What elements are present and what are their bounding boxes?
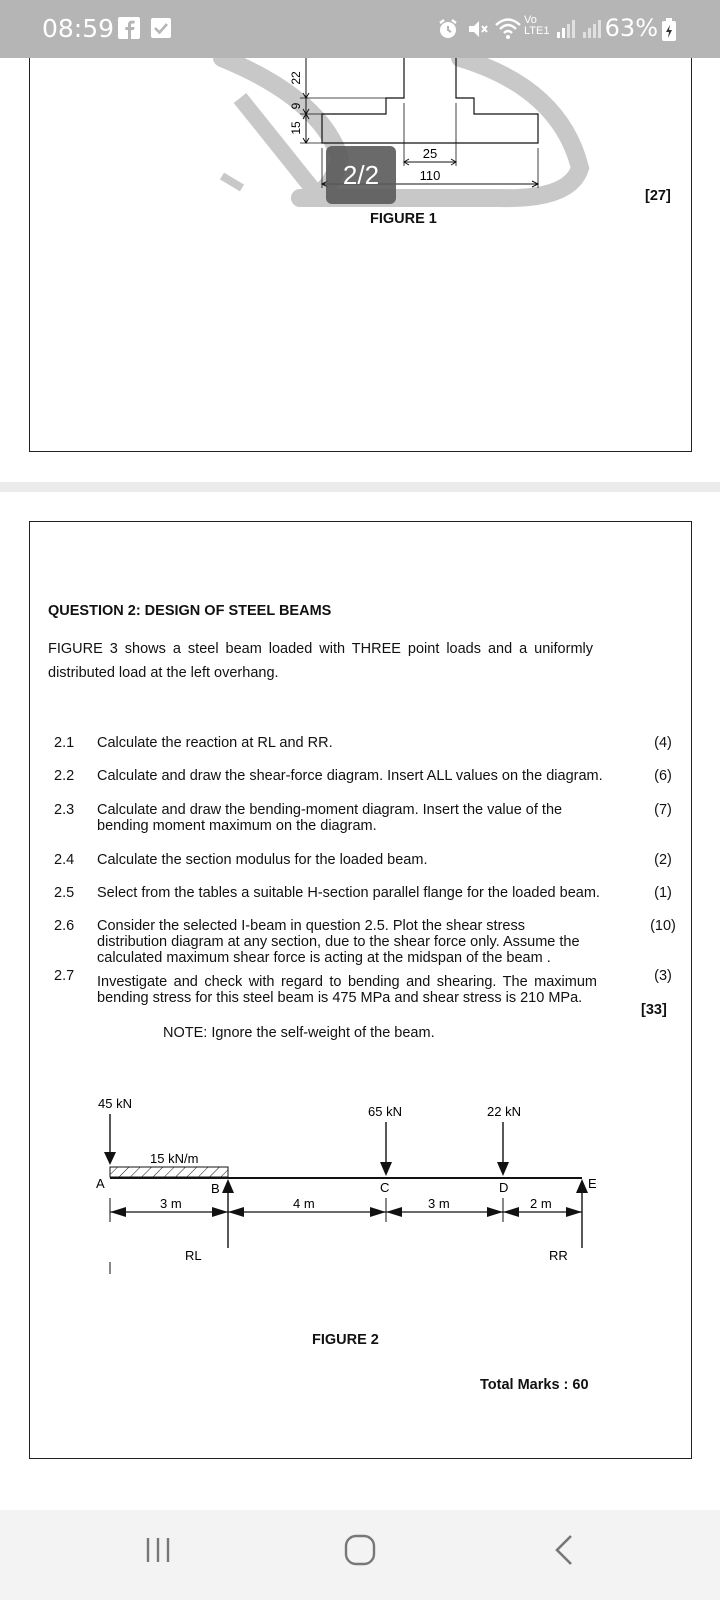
figure-2-caption: FIGURE 2	[312, 1332, 379, 1348]
question-2-intro: FIGURE 3 shows a steel beam loaded with THREE point loads and a uniformly distributed load at the left overhang.	[48, 641, 593, 681]
watermark-scribble	[222, 58, 580, 198]
load-c-label: 65 kN	[368, 1104, 402, 1119]
dim-110: 110	[419, 168, 441, 183]
battery-icon	[662, 18, 676, 47]
point-e: E	[588, 1176, 597, 1191]
checkbox-notification-icon	[150, 17, 172, 44]
dim-9: 9	[289, 102, 303, 110]
span-de: 2 m	[530, 1196, 552, 1211]
load-d-label: 22 kN	[487, 1104, 521, 1119]
dim-25: 25	[422, 146, 438, 161]
note: NOTE: Ignore the self-weight of the beam.	[163, 1025, 435, 1041]
facebook-icon	[118, 17, 140, 44]
figure-2-beam-diagram	[0, 1092, 720, 1332]
udl-label: 15 kN/m	[150, 1151, 199, 1166]
point-d: D	[499, 1180, 509, 1195]
figure-1-caption: FIGURE 1	[370, 211, 437, 227]
document-page-1	[0, 58, 720, 482]
point-a: A	[96, 1176, 105, 1191]
point-c: C	[380, 1180, 390, 1195]
battery-percentage: 63%	[604, 14, 658, 42]
question-2-heading: QUESTION 2: DESIGN OF STEEL BEAMS	[48, 603, 332, 619]
reaction-right-label: RR	[549, 1248, 568, 1263]
signal-icon-2	[582, 16, 604, 45]
figure-1-marks-total: [27]	[645, 188, 671, 204]
dim-15: 15	[289, 121, 303, 135]
span-cd: 3 m	[428, 1196, 450, 1211]
point-b: B	[211, 1181, 220, 1196]
watermark-corner	[222, 176, 242, 188]
document-page-2: QUESTION 2: DESIGN OF STEEL BEAMS FIGURE 3 shows a steel beam loaded with THREE point loads and a uniformly distributed load at the left overhang. 2.1 Calculate the reaction at RL and RR. (4) 2.2 Calculate and draw the shear-force diagram. Insert ALL values on the diagram. (6) 2.3 Calculate and draw the bending-moment diagram. Insert the value of the bending moment maximum on the diagram. (7) 2.4 Calculate the section modulus for the loaded beam. (2) 2.5 Select from the tables a suitable H-section parallel flange for the loaded beam. (1) 2.6 Consider the selected I-beam in question 2.5. Plot the shear stress distribution diagram at any section, due to the shear force only. Assume the calculated maximum shear force is acting at the midspan of the beam . (10) 2.7 Investigate and check with regard to bending and shearing. The maximum bending stress for this steel beam is 475 MPa and shear stress is 210 MPa. (3) [33] NOTE: Ignore the self-weight of the beam. 15 kN/m 45 kN 65 kN 22 kN RL RR A B C D E 3 m 4 m 3 m 2 m FIGURE 2 Total Marks : 60	[0, 492, 720, 1510]
back-button[interactable]	[545, 1530, 585, 1570]
signal-icon-1	[556, 16, 578, 45]
wifi-icon	[494, 15, 522, 46]
span-bc: 4 m	[293, 1196, 315, 1211]
reaction-left-label: RL	[185, 1248, 202, 1263]
mute-icon	[466, 17, 490, 46]
question-2-section-total: [33]	[641, 1002, 667, 1018]
home-button[interactable]	[340, 1530, 380, 1570]
span-ab: 3 m	[160, 1196, 182, 1211]
volte-label: Vo LTE1	[524, 14, 550, 37]
clock: 08:59	[42, 14, 115, 43]
udl-block	[110, 1167, 228, 1177]
recent-apps-button[interactable]	[140, 1530, 180, 1570]
alarm-icon	[436, 17, 460, 46]
total-marks: Total Marks : 60	[480, 1377, 589, 1393]
navigation-bar	[0, 1510, 720, 1600]
page-counter-overlay: 2/2	[326, 146, 396, 204]
status-bar	[0, 0, 720, 58]
dim-22: 22	[289, 71, 303, 85]
load-a-label: 45 kN	[98, 1096, 132, 1111]
